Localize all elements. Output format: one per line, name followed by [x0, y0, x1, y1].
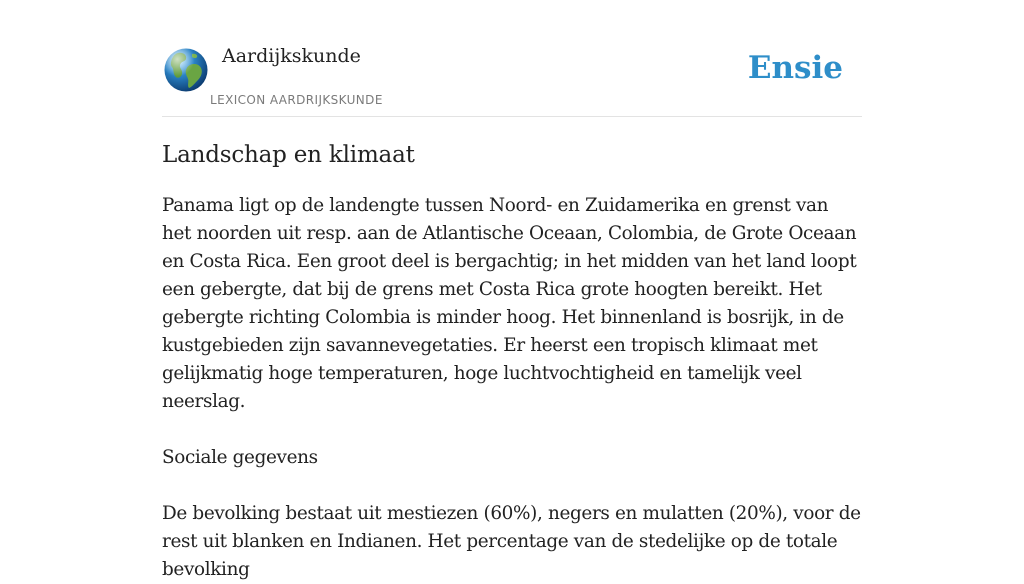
site-subtitle[interactable]: LEXICON AARDRIJKSKUNDE — [210, 93, 383, 107]
globe-icon[interactable] — [164, 48, 208, 92]
article-content — [162, 138, 862, 584]
article-paragraph: Panama ligt op de landengte tussen Noord- en Zuidamerika en grenst van het noorden uit resp. aan de Atlantische Oceaan, Colombia, de Grote Oceaan en Costa Rica. Een groot deel is bergachtig; in het midden van het land loopt een gebergte, dat bij de grens met Costa Rica grote hoogten bereikt. Het gebergte richting Colombia is minder hoog. Het binnenland is bosrijk, in de kustgebieden zijn savannevegetaties. Er heerst een tropisch klimaat met gelijkmatig hoge temperaturen, hoge luchtvochtigheid en tamelijk veel neerslag. — [162, 195, 857, 412]
article-paragraph: De bevolking bestaat uit mestiezen (60%), negers en mulatten (20%), voor de rest uit blanken en Indianen. Het percentage van de stedelijke op de totale bevolking — [162, 503, 861, 580]
brand-logo[interactable]: Ensie — [747, 50, 843, 86]
section-heading: Landschap en klimaat — [162, 142, 415, 168]
site-header — [162, 0, 862, 117]
site-title[interactable]: Aardijkskunde — [222, 45, 361, 67]
section-subheading: Sociale gegevens — [162, 447, 318, 468]
